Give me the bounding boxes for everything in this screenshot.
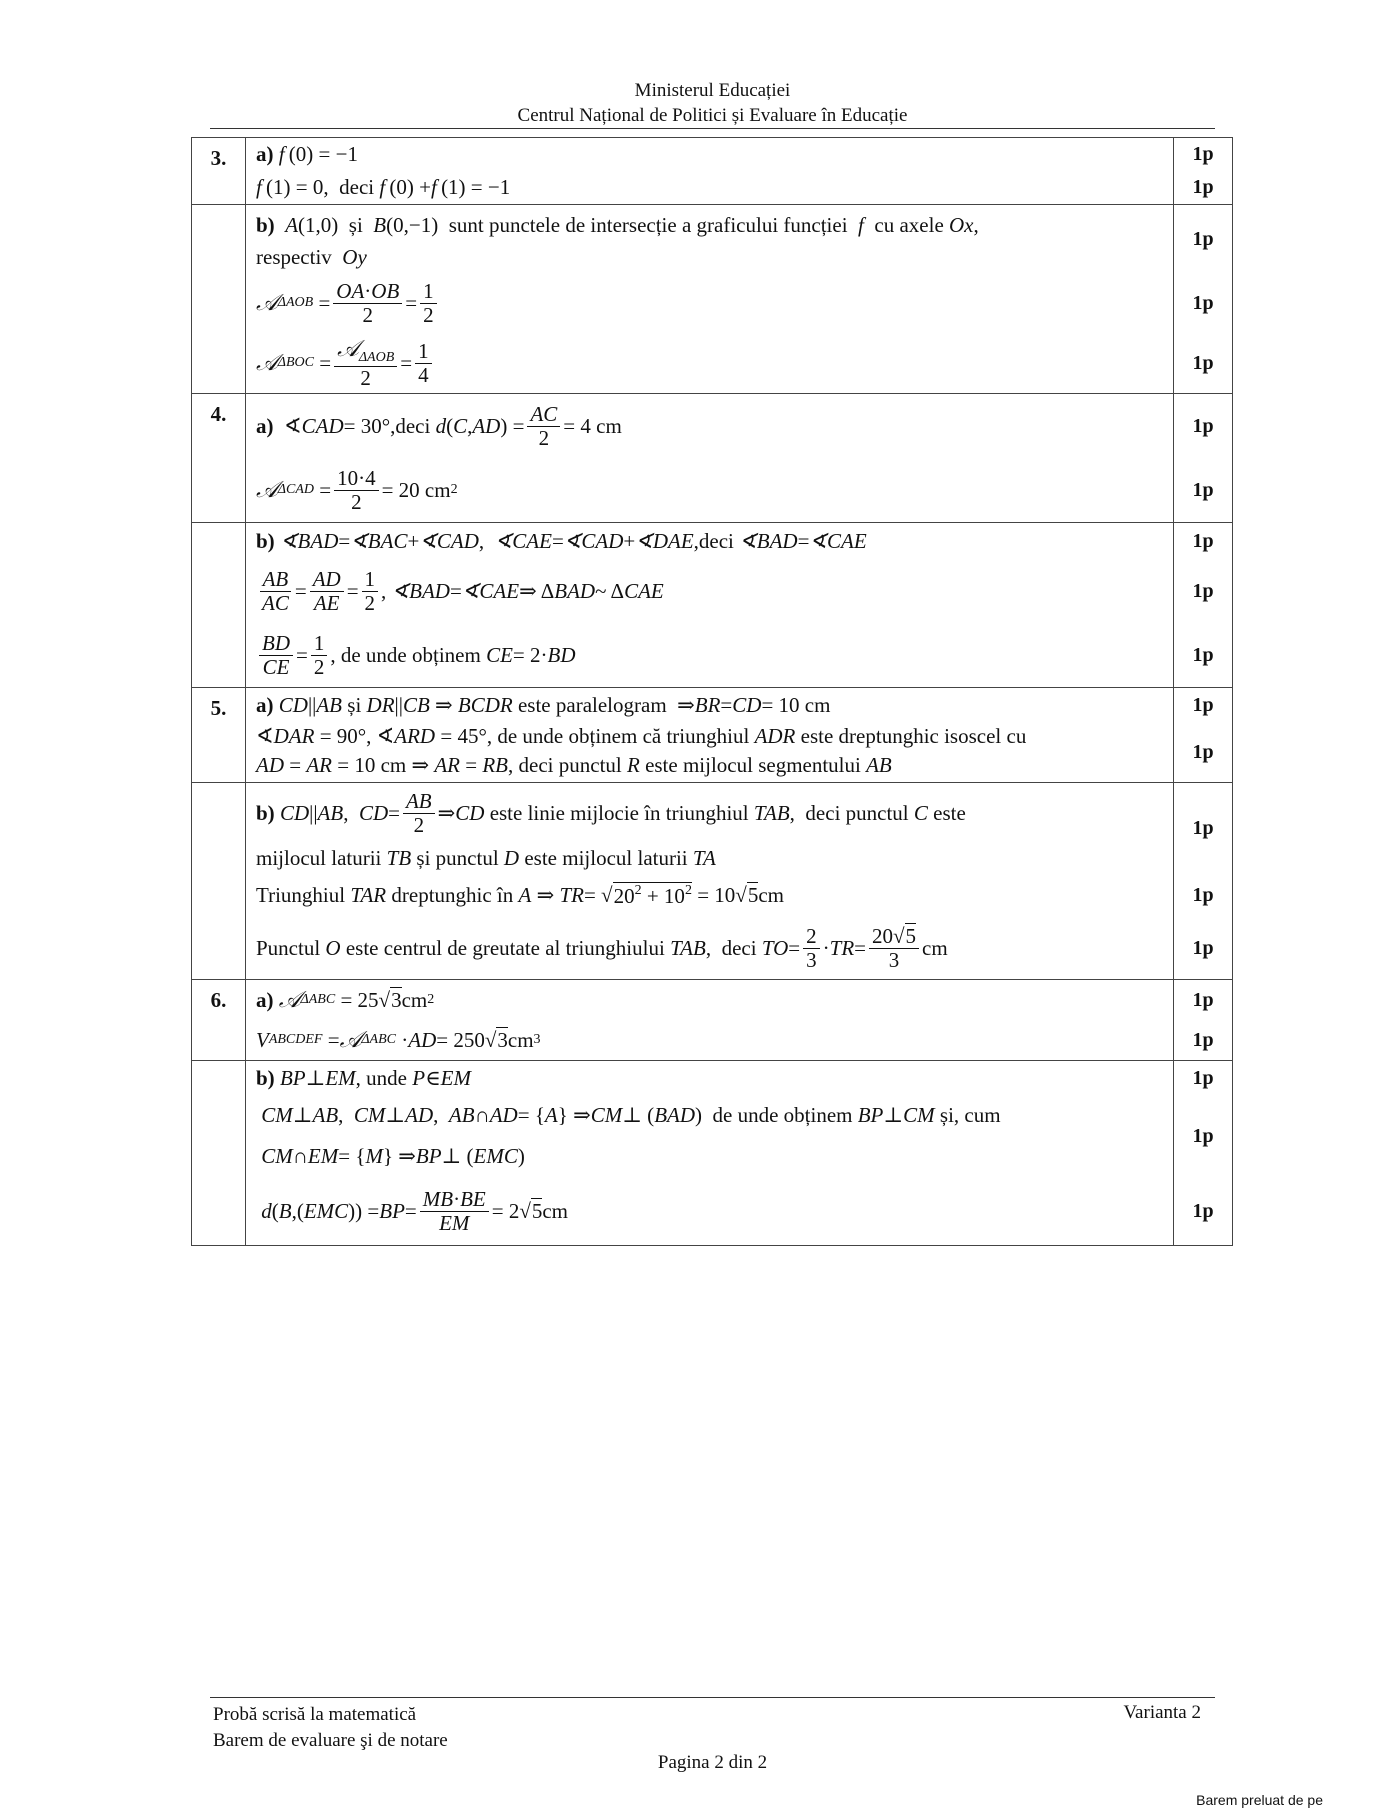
points-label: 1p: [1192, 175, 1214, 198]
item-4b-row: [192, 523, 1233, 688]
header-divider: [210, 128, 1215, 129]
solution-4a: a) ∢ CAD = 30°, deci d ( C , AD ) = $\frac{AC}{2}$ = 4 cm 𝒜 ΔCAD = $\frac{10\cdot 4}{2}$ = 20 cm 2: [246, 394, 1174, 523]
solution-6b: b) BP ⊥ EM , unde P ∈ EM CM ⊥ AB , CM ⊥ AD , AB ∩ AD = { A } ⇒ CM ⊥ ( BAD ) de unde obținem BP ⊥ CM și, cum CM ∩ EM = { M } ⇒ BP ⊥ ( EMC ) d ( B ,( EMC )) = BP = $\frac{MB\cdot BE}{EM}$ = 2√ 5 cm: [246, 1061, 1174, 1246]
points-6a: [1174, 980, 1233, 1061]
item-number: 5.: [192, 688, 246, 783]
page-number: Pagina 2 din 2: [657, 1752, 768, 1773]
item-6b-row: [192, 1061, 1233, 1246]
points-label: 1p: [1192, 579, 1214, 602]
solution-5b: b) CD || AB , CD = $\frac{AB}{2}$ ⇒ CD este linie mijlocie în triunghiul TAB , deci punctul C este mijlocul laturii TB și punctul D este mijlocul laturii TA Triunghiul TAR dreptunghic în A ⇒ TR = √ $20^2 + 10^2$ = 10√ 5 cm Punctul O este centrul de greutate al triunghiului TAB , deci TO = $\frac{2}{3}$ · TR = $\frac{20√5}{3}$ cm: [246, 783, 1174, 980]
item-6a-row: [192, 980, 1233, 1061]
solution-4b: b) ∢BAD = ∢BAC + ∢CAD , ∢CAE = ∢CAD + ∢DAE , deci ∢BAD = ∢CAE $\frac{AB}{AC}$ = $\frac{AD}{AE}$ = $\frac{1}{2}$ , ∢BAD = ∢CAE ⇒ Δ BAD ~ Δ CAE $\frac{BD}{CE}$ = $\frac{1}{2}$ , de unde obținem CE = 2· BD: [246, 523, 1174, 688]
source-note: Barem preluat de pe: [1196, 1792, 1323, 1808]
item-number: 3.: [192, 138, 246, 205]
item-3b-row: [192, 205, 1233, 394]
item-number: 6.: [192, 980, 246, 1061]
footer-divider: [210, 1697, 1215, 1698]
points-label: 1p: [1192, 529, 1214, 552]
points-label: 1p: [1192, 816, 1214, 839]
points-label: 1p: [1192, 351, 1214, 374]
item-4a-row: [192, 394, 1233, 523]
solution-5a: a) CD || AB și DR || CB ⇒ BCDR este paralelogram ⇒ BR = CD = 10 cm ∢DAR = 90°, ∢ARD = 45°, de unde obținem că triunghiul ADR este dreptunghic isoscel cu AD = AR = 10 cm ⇒ AR = RB, deci punctul R este mijlocul segmentului AB: [246, 688, 1174, 783]
item-5b-row: [192, 783, 1233, 980]
points-4b: [1174, 523, 1233, 688]
footer-info: [213, 1702, 448, 1754]
points-label: 1p: [1192, 291, 1214, 314]
points-5b: [1174, 783, 1233, 980]
points-label: 1p: [1192, 740, 1214, 763]
points-label: 1p: [1192, 1028, 1214, 1051]
points-label: 1p: [1192, 643, 1214, 666]
ministry-name: Ministerul Educației: [634, 80, 791, 101]
points-label: 1p: [1192, 1124, 1214, 1147]
points-label: 1p: [1192, 478, 1214, 501]
points-3a: [1174, 138, 1233, 205]
page-header: [210, 78, 1215, 128]
points-label: 1p: [1192, 1066, 1214, 1089]
points-4a: [1174, 394, 1233, 523]
points-label: 1p: [1192, 1199, 1214, 1222]
points-5a: [1174, 688, 1233, 783]
points-label: 1p: [1192, 227, 1214, 250]
solution-3a: a) f (0) = −1 f (1) = 0, deci f (0) + f (1) = −1: [246, 138, 1174, 205]
footer-variant: Varianta 2: [1123, 1702, 1201, 1723]
points-label: 1p: [1192, 883, 1214, 906]
grading-table: [191, 137, 1233, 1246]
points-label: 1p: [1192, 142, 1214, 165]
points-label: 1p: [1192, 693, 1214, 716]
points-6b: [1174, 1061, 1233, 1246]
center-name: Centrul Național de Politici și Evaluare în Educație: [517, 105, 908, 126]
item-number: 4.: [192, 394, 246, 523]
item-5a-row: [192, 688, 1233, 783]
item-3a-row: [192, 138, 1233, 205]
footer-subject: Probă scrisă la matematică: [213, 1704, 417, 1725]
points-label: 1p: [1192, 988, 1214, 1011]
footer-document: Barem de evaluare şi de notare: [213, 1730, 448, 1751]
solution-3b: b) A(1,0) și B(0,−1) sunt punctele de intersecție a graficului funcției f cu axele Ox, respectiv Oy 𝒜 ΔAOB = $\frac{OA\cdot OB}{2}$ = $\frac{1}{2}$ 𝒜 ΔBOC = $\frac{𝒜_{\Delta AOB}}{2}$ = $\frac{1}{4}$: [246, 205, 1174, 394]
points-label: 1p: [1192, 414, 1214, 437]
points-3b: [1174, 205, 1233, 394]
solution-6a: a) 𝒜 ΔABC = 25√ 3 cm 2 V ABCDEF = 𝒜 ΔABC · AD = 250√ 3 cm 3: [246, 980, 1174, 1061]
points-label: 1p: [1192, 936, 1214, 959]
